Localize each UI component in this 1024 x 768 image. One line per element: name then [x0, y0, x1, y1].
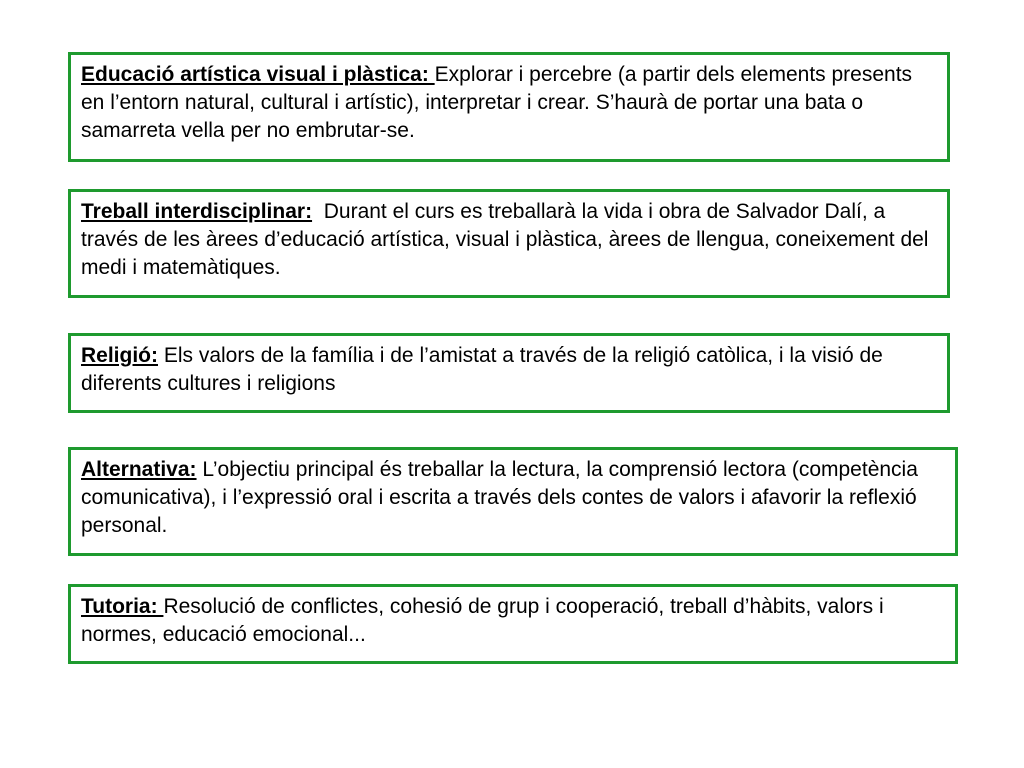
section-heading: Religió: [81, 344, 158, 367]
section-box-educacio-artistica [68, 52, 950, 162]
section-heading: Alternativa: [81, 458, 197, 481]
section-text: Explorar i percebre (a partir dels elements presents en l’entorn natural, cultural i artístic), interpretar i crear. S’haurà de portar una bata o samarreta vella per no embrutar-se. [81, 63, 913, 142]
section-text: Durant el curs es treballarà la vida i obra de Salvador Dalí, a través de les àrees d’educació artística, visual i plàstica, àrees de llengua, coneixement del medi i matemàtiques. [81, 200, 935, 279]
section-box-religio [68, 333, 950, 413]
section-box-treball-interdisciplinar [68, 189, 950, 298]
section-text: Resolució de conflictes, cohesió de grup i cooperació, treball d’hàbits, valors i normes, educació emocional... [81, 595, 884, 646]
section-text: Els valors de la família i de l’amistat a través de la religió catòlica, i la visió de diferents cultures i religions [81, 344, 883, 395]
section-text: L’objectiu principal és treballar la lectura, la comprensió lectora (competència comunicativa), i l’expressió oral i escrita a través dels contes de valors i afavorir la reflexió personal. [81, 458, 918, 537]
section-heading: Tutoria: [81, 595, 164, 618]
section-heading: Treball interdisciplinar: [81, 200, 313, 223]
section-box-tutoria [68, 584, 958, 664]
section-heading: Educació artística visual i plàstica: [81, 63, 435, 86]
section-box-alternativa [68, 447, 958, 556]
